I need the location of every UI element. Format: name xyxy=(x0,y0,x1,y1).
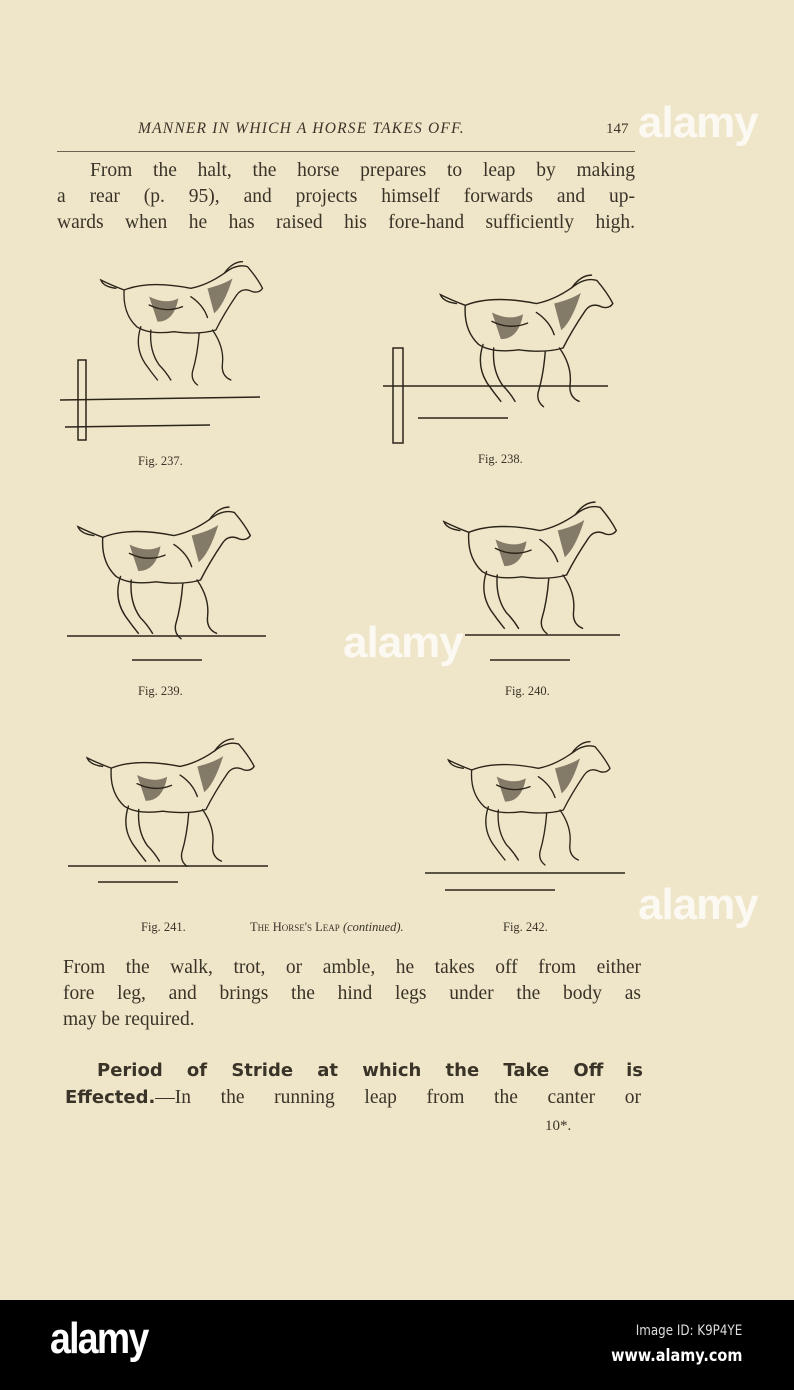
watermark-logo: alamy xyxy=(343,618,463,667)
section-text: —In the running leap from the canter or xyxy=(155,1087,641,1108)
figure-241-illustration xyxy=(68,732,275,895)
figure-label: Fig. 242. xyxy=(503,920,548,934)
figure-label: Fig. 238. xyxy=(478,452,523,466)
header-rule xyxy=(57,151,635,152)
figure-242-illustration xyxy=(425,735,635,895)
signature-mark: 10*. xyxy=(545,1118,572,1134)
plate-caption-title: The Horse's Leap xyxy=(250,920,340,934)
watermark-logo: alamy xyxy=(638,98,758,147)
text-line: wards when he has raised his fore-hand sufficiently high. xyxy=(57,212,635,233)
section-heading: Period of Stride at which the Take Off xyxy=(97,1060,604,1081)
text-line: From the walk, trot, or amble, he takes off from either xyxy=(63,957,641,978)
figure-label: Fig. 239. xyxy=(138,684,183,698)
plate-caption-note: (continued). xyxy=(342,920,404,934)
figure-label: Fig. 237. xyxy=(138,454,183,468)
image-id: Image ID: K9P4YE xyxy=(635,1323,742,1339)
page-number: 147 xyxy=(606,121,629,137)
figure-label: Fig. 241. xyxy=(141,920,186,934)
section-heading-tail: is xyxy=(626,1060,643,1081)
running-title: MANNER IN WHICH A HORSE TAKES OFF. xyxy=(138,120,465,137)
brand-logo: alamy xyxy=(50,1314,148,1363)
section-heading-line xyxy=(97,1060,643,1082)
text-line: fore leg, and brings the hind legs under the body as xyxy=(63,983,641,1004)
section-heading-end: Effected. xyxy=(65,1087,156,1108)
watermark-logo: alamy xyxy=(638,880,758,929)
figure-239-illustration xyxy=(62,500,268,665)
plate-caption xyxy=(250,920,404,935)
text-line: may be required. xyxy=(63,1009,195,1030)
text-line xyxy=(65,1087,641,1109)
figure-label: Fig. 240. xyxy=(505,684,550,698)
figure-237-illustration xyxy=(60,255,275,445)
site-url: www.alamy.com xyxy=(610,1346,742,1366)
figure-238-illustration xyxy=(378,268,632,445)
text-line: a rear (p. 95), and projects himself forwards and up- xyxy=(57,186,635,207)
text-line: From the halt, the horse prepares to leap by making xyxy=(90,160,635,181)
